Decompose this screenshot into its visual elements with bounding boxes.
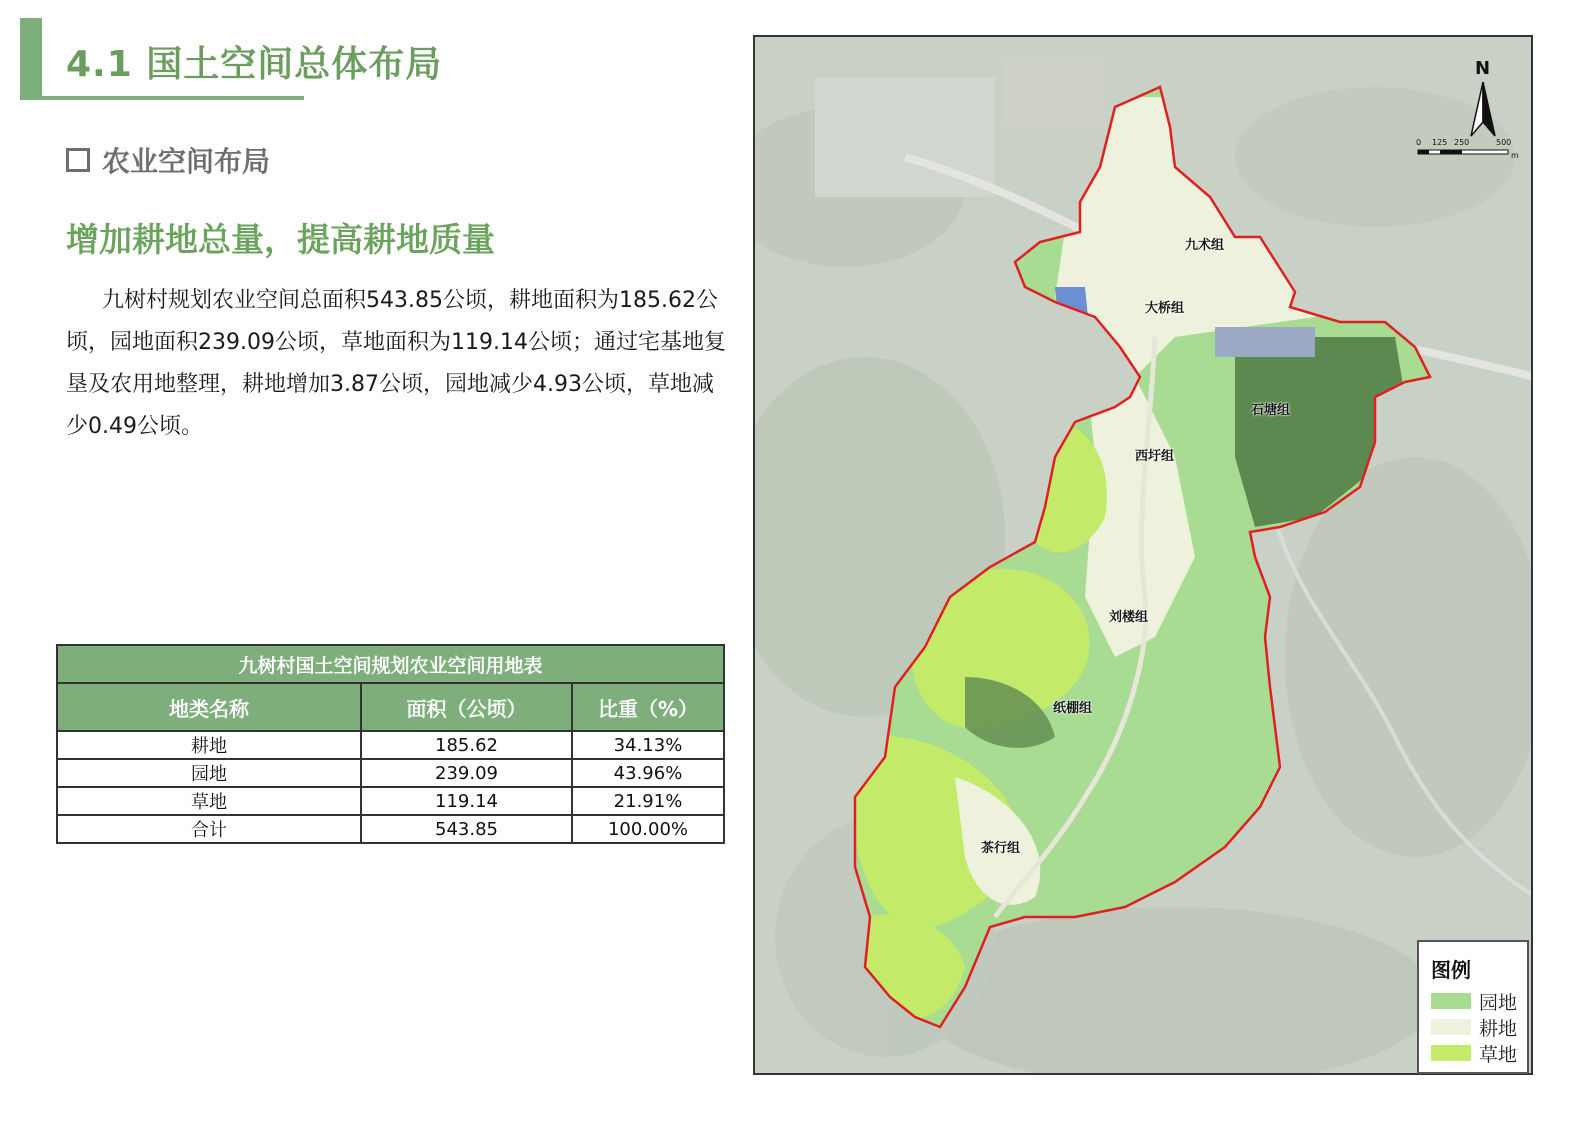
place-label-zhipeng: 纸棚组 — [1053, 701, 1093, 716]
legend-swatch-orchard — [1431, 993, 1471, 1009]
cell-area: 185.62 — [361, 731, 572, 759]
section-title-text: 农业空间布局 — [102, 145, 271, 178]
legend-item — [1431, 1014, 1527, 1038]
cell-type: 园地 — [57, 759, 361, 787]
legend-swatch-grassland — [1431, 1045, 1471, 1061]
header-accent-bar — [20, 18, 42, 100]
headline: 增加耕地总量，提高耕地质量 — [66, 220, 495, 259]
legend-label: 草地 — [1479, 1044, 1518, 1066]
cell-type: 合计 — [57, 815, 361, 843]
body-paragraph: 九树村规划农业空间总面积543.85公顷，耕地面积为185.62公顷，园地面积239.09公顷，草地面积为119.14公顷；通过宅基地复垦及农用地整理，耕地增加3.87公顷，园地减少4.93公顷，草地减少0.49公顷。 — [66, 288, 726, 439]
scale-bar-graphic — [1412, 148, 1522, 162]
column-header-type: 地类名称 — [57, 683, 361, 731]
map-frame — [753, 35, 1533, 1075]
cell-type: 耕地 — [57, 731, 361, 759]
legend-label: 园地 — [1479, 992, 1518, 1014]
scale-tick-label: 500 — [1496, 138, 1512, 147]
cell-ratio: 43.96% — [572, 759, 724, 787]
section-title — [66, 140, 270, 180]
scale-tick-label: 125 — [1432, 138, 1448, 147]
scale-unit: m — [1511, 151, 1519, 160]
column-header-ratio: 比重（%） — [572, 683, 724, 731]
scale-tick-label: 250 — [1454, 138, 1470, 147]
cell-type: 草地 — [57, 787, 361, 815]
cell-ratio: 21.91% — [572, 787, 724, 815]
legend-item — [1431, 1040, 1527, 1064]
place-label-jiushu: 九术组 — [1185, 238, 1225, 253]
scale-bar — [1412, 138, 1522, 162]
cell-ratio: 100.00% — [572, 815, 724, 843]
table-row-total — [57, 815, 724, 843]
land-use-table — [56, 644, 725, 844]
place-label-chahang: 茶行组 — [981, 841, 1021, 856]
header-underline — [20, 96, 304, 100]
place-label-liulou: 刘楼组 — [1109, 610, 1149, 625]
north-arrow-shape — [1463, 58, 1503, 140]
cell-area: 239.09 — [361, 759, 572, 787]
north-arrow-icon — [1463, 58, 1503, 140]
place-label-xiwei: 西圩组 — [1135, 449, 1175, 464]
cell-area: 543.85 — [361, 815, 572, 843]
cell-area: 119.14 — [361, 787, 572, 815]
building-cluster — [1215, 327, 1315, 357]
table-row — [57, 759, 724, 787]
table-row — [57, 787, 724, 815]
legend-swatch-farmland — [1431, 1019, 1471, 1035]
table-row — [57, 731, 724, 759]
place-label-shitang: 石塘组 — [1251, 403, 1291, 418]
table-title: 九树村国土空间规划农业空间用地表 — [57, 645, 724, 683]
column-header-area: 面积（公顷） — [361, 683, 572, 731]
place-label-daqiao: 大桥组 — [1145, 301, 1185, 316]
legend-label: 耕地 — [1479, 1018, 1518, 1040]
page-title: 4.1 国土空间总体布局 — [66, 44, 443, 85]
cell-ratio: 34.13% — [572, 731, 724, 759]
legend-item — [1431, 988, 1527, 1012]
village-land-use-map — [755, 37, 1533, 1075]
north-label: N — [1475, 58, 1491, 79]
checkbox-square-icon — [66, 148, 90, 172]
scale-tick-label: 0 — [1416, 138, 1422, 147]
legend-title: 图例 — [1431, 958, 1471, 982]
map-legend — [1417, 940, 1529, 1074]
